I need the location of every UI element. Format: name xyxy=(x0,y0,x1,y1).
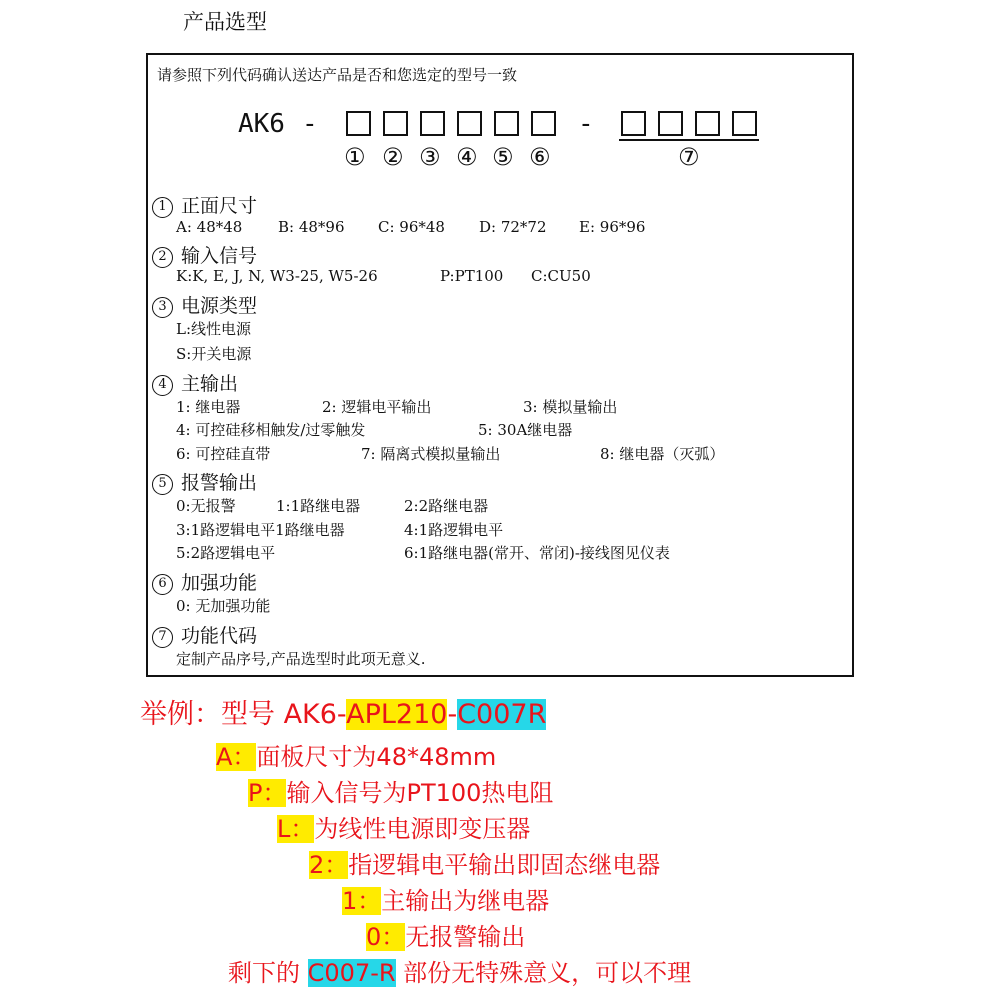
section-7-title xyxy=(152,621,257,648)
code-box-2 xyxy=(383,111,408,136)
section-4-opt-8: 8: 继电器（灭弧） xyxy=(600,445,725,463)
example-item-2 xyxy=(309,845,660,880)
example-item-l xyxy=(277,809,530,844)
section-5-opt-0: 0:无报警 xyxy=(176,497,236,515)
example-item-a-key: A： xyxy=(216,743,257,771)
code-dash-1: - xyxy=(302,109,318,139)
section-2-label: 输入信号 xyxy=(181,245,258,267)
section-6-opt-0: 0: 无加强功能 xyxy=(176,597,271,615)
section-6-num: 6 xyxy=(152,574,173,595)
code-box-7b xyxy=(658,111,683,136)
section-1-opt-b: B: 48*96 xyxy=(278,218,345,236)
section-4-opt-4: 4: 可控硅移相触发/过零触发 xyxy=(176,421,366,439)
code-box-5 xyxy=(494,111,519,136)
example-footer-pre: 剩下的 xyxy=(228,959,308,987)
section-1-opt-e: E: 96*96 xyxy=(579,218,646,236)
example-item-l-text: 为线性电源即变压器 xyxy=(314,815,531,843)
section-5-opt-3: 3:1路逻辑电平1路继电器 xyxy=(176,521,345,539)
section-5-opt-1: 1:1路继电器 xyxy=(276,497,361,515)
section-2-title xyxy=(152,241,257,268)
code-box-6 xyxy=(531,111,556,136)
example-item-p-key: P： xyxy=(248,779,287,807)
example-item-2-text: 指逻辑电平输出即固态继电器 xyxy=(348,851,661,879)
intro-text: 请参照下列代码确认送达产品是否和您选定的型号一致 xyxy=(157,66,518,84)
section-5-opt-2: 2:2路继电器 xyxy=(404,497,489,515)
section-1-title xyxy=(152,191,257,218)
section-3-title xyxy=(152,291,257,318)
code-prefix: AK6 xyxy=(238,109,285,139)
example-item-a xyxy=(216,737,496,772)
page-title: 产品选型 xyxy=(183,10,267,34)
section-1-opt-c: C: 96*48 xyxy=(378,218,445,236)
example-footer-code: C007-R xyxy=(307,959,396,987)
code-num-6: ⑥ xyxy=(529,143,551,171)
section-3-label: 电源类型 xyxy=(181,295,258,317)
code-box-3 xyxy=(420,111,445,136)
section-2-opt-k: K:K, E, J, N, W3-25, W5-26 xyxy=(176,267,378,285)
section-1-num: 1 xyxy=(152,197,173,218)
section-6-label: 加强功能 xyxy=(181,572,258,594)
section-5-num: 5 xyxy=(152,474,173,495)
code-num-1: ① xyxy=(344,143,366,171)
code-box-7d xyxy=(732,111,757,136)
code-box-1 xyxy=(346,111,371,136)
section-4-title xyxy=(152,369,238,396)
section-3-opt-l: L:线性电源 xyxy=(176,320,252,338)
section-3-opt-s: S:开关电源 xyxy=(176,345,252,363)
example-item-0-key: 0： xyxy=(366,923,406,951)
section-2-opt-c: C:CU50 xyxy=(531,267,591,285)
section-4-opt-7: 7: 隔离式模拟量输出 xyxy=(361,445,501,463)
section-4-opt-3: 3: 模拟量输出 xyxy=(523,398,618,416)
section-4-opt-1: 1: 继电器 xyxy=(176,398,241,416)
section-4-opt-6: 6: 可控硅直带 xyxy=(176,445,271,463)
code-num-7: ⑦ xyxy=(678,143,700,171)
section-7-desc: 定制产品序号,产品选型时此项无意义. xyxy=(176,650,426,668)
section-4-num: 4 xyxy=(152,375,173,396)
example-item-l-key: L： xyxy=(277,815,315,843)
code-num-4: ④ xyxy=(456,143,478,171)
example-lead: 举例：型号 AK6- xyxy=(140,699,347,730)
code-num-3: ③ xyxy=(419,143,441,171)
section-2-opt-p: P:PT100 xyxy=(440,267,504,285)
example-item-a-text: 面板尺寸为48*48mm xyxy=(256,743,497,771)
section-5-opt-5: 5:2路逻辑电平 xyxy=(176,544,276,562)
code-box-7c xyxy=(695,111,720,136)
example-item-0-text: 无报警输出 xyxy=(405,923,526,951)
code-box-4 xyxy=(457,111,482,136)
example-footer-post: 部份无特殊意义，可以不理 xyxy=(395,959,692,987)
example-item-p xyxy=(248,773,553,808)
code-box-7a xyxy=(621,111,646,136)
section-4-opt-5: 5: 30A继电器 xyxy=(478,421,573,439)
section-4-opt-2: 2: 逻辑电平输出 xyxy=(322,398,432,416)
section-5-title xyxy=(152,468,257,495)
example-item-0 xyxy=(366,917,525,952)
code-num-5: ⑤ xyxy=(492,143,514,171)
section-1-opt-a: A: 48*48 xyxy=(176,218,243,236)
example-footer xyxy=(228,953,691,988)
example-item-p-text: 输入信号为PT100热电阻 xyxy=(286,779,554,807)
example-code-dash: - xyxy=(447,699,458,730)
example-item-1 xyxy=(342,881,549,916)
section-7-num: 7 xyxy=(152,627,173,648)
example-code-part2: C007R xyxy=(457,699,547,730)
code-dash-2: - xyxy=(578,109,594,139)
section-4-label: 主输出 xyxy=(181,373,239,395)
example-title xyxy=(140,692,546,731)
section-5-opt-4: 4:1路逻辑电平 xyxy=(404,521,504,539)
section-1-label: 正面尺寸 xyxy=(181,195,258,217)
section-2-num: 2 xyxy=(152,247,173,268)
example-item-2-key: 2： xyxy=(309,851,349,879)
example-item-1-text: 主输出为继电器 xyxy=(381,887,550,915)
section-6-title xyxy=(152,568,257,595)
section-3-num: 3 xyxy=(152,297,173,318)
example-item-1-key: 1： xyxy=(342,887,382,915)
example-code-part1: APL210 xyxy=(346,699,448,730)
section-5-opt-6: 6:1路继电器(常开、常闭)-接线图见仪表 xyxy=(404,544,670,562)
code-num-2: ② xyxy=(382,143,404,171)
section-1-opt-d: D: 72*72 xyxy=(479,218,547,236)
section-7-label: 功能代码 xyxy=(181,625,258,647)
section-5-label: 报警输出 xyxy=(181,472,258,494)
code-group-underline xyxy=(619,139,759,141)
